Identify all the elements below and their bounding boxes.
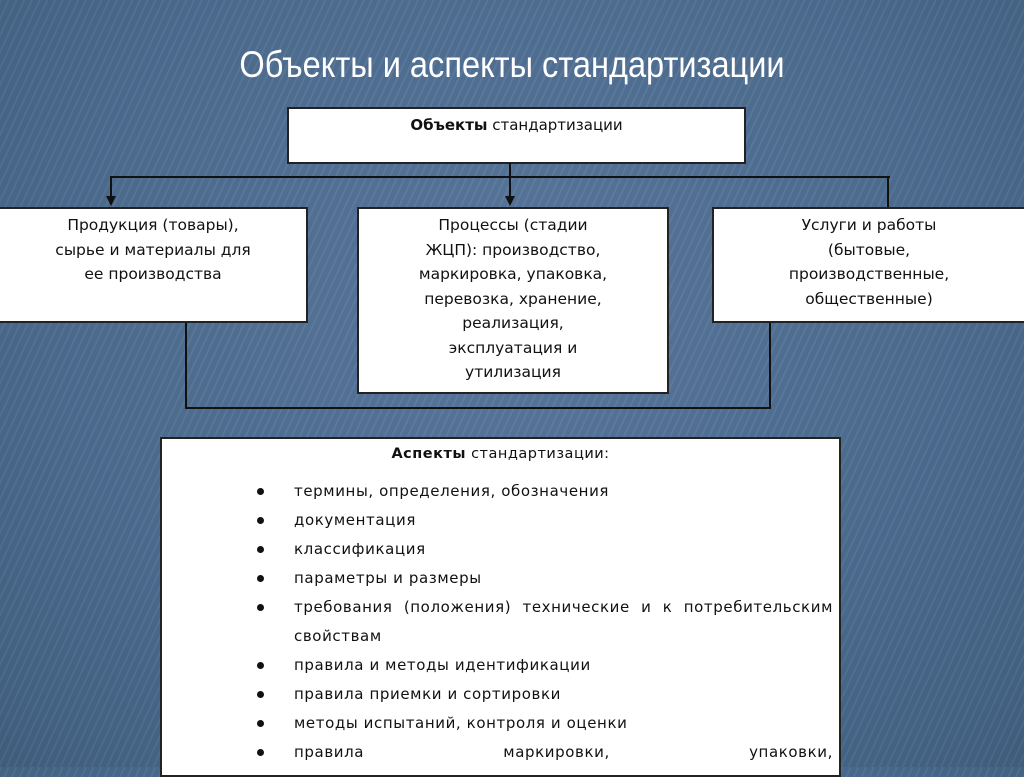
bullet-icon [257,546,264,553]
arrow-down-icon [505,196,515,206]
bullet-icon [257,662,264,669]
item-text: документация [294,510,416,529]
bullet-icon [257,691,264,698]
item-text: параметры и размеры [294,568,482,587]
text-line: реализация, [462,314,564,332]
list-item [162,535,839,564]
connector-horizontal [110,176,890,178]
item-text: классификация [294,539,426,558]
text-line: сырье и материалы для [55,240,251,259]
list-item [162,564,839,593]
bullet-icon [257,749,264,756]
text-line: ее производства [84,265,222,283]
list-item [162,506,839,535]
list-item [162,738,839,767]
bullet-icon [257,604,264,611]
list-item [162,680,839,709]
bullet-icon [257,575,264,582]
item-text: правила маркировки, упаковки, [294,742,833,761]
connector-bottom-right [769,320,771,409]
connector-left [110,176,112,198]
text-line: Процессы (стадии [438,216,588,234]
objects-box [287,107,746,164]
aspects-header-bold: Аспекты [391,446,466,462]
text-line: ЖЦП): производство, [425,240,601,259]
list-item [162,593,839,651]
arrow-down-icon [106,196,116,206]
aspects-box [160,437,841,777]
aspects-header [162,442,839,467]
item-text: методы испытаний, контроля и оценки [294,713,628,732]
bullet-icon [257,488,264,495]
text-line: (бытовые, [827,240,911,259]
category-products [0,207,308,323]
text-line: Продукция (товары), [67,216,239,234]
objects-box-text: стандартизации [487,116,623,134]
text-line: эксплуатация и [448,338,578,357]
text-line: утилизация [465,363,561,381]
text-line: перевозка, хранение, [424,289,602,308]
connector-middle [509,163,511,198]
text-line: Услуги и работы [801,216,937,234]
bullet-icon [257,517,264,524]
list-item [162,709,839,738]
connector-bottom [185,407,771,409]
connector-right [887,176,889,208]
connector-bottom-left [185,320,187,409]
item-text: правила и методы идентификации [294,655,591,674]
aspects-header-text: стандартизации: [465,446,610,462]
slide-title: Объекты и аспекты стандартизации [239,44,785,85]
item-text: правила приемки и сортировки [294,684,561,703]
text-line: общественные) [805,289,933,308]
objects-box-bold: Объекты [410,116,488,134]
bullet-icon [257,720,264,727]
list-item [162,477,839,506]
item-text: термины, определения, обозначения [294,481,610,500]
category-processes [357,207,669,394]
text-line: производственные, [788,265,950,283]
item-text: требования (положения) технические и к потребительским свойствам [294,597,833,645]
text-line: маркировка, упаковка, [418,265,608,283]
aspects-list [162,477,839,767]
category-services [712,207,1024,323]
list-item [162,651,839,680]
